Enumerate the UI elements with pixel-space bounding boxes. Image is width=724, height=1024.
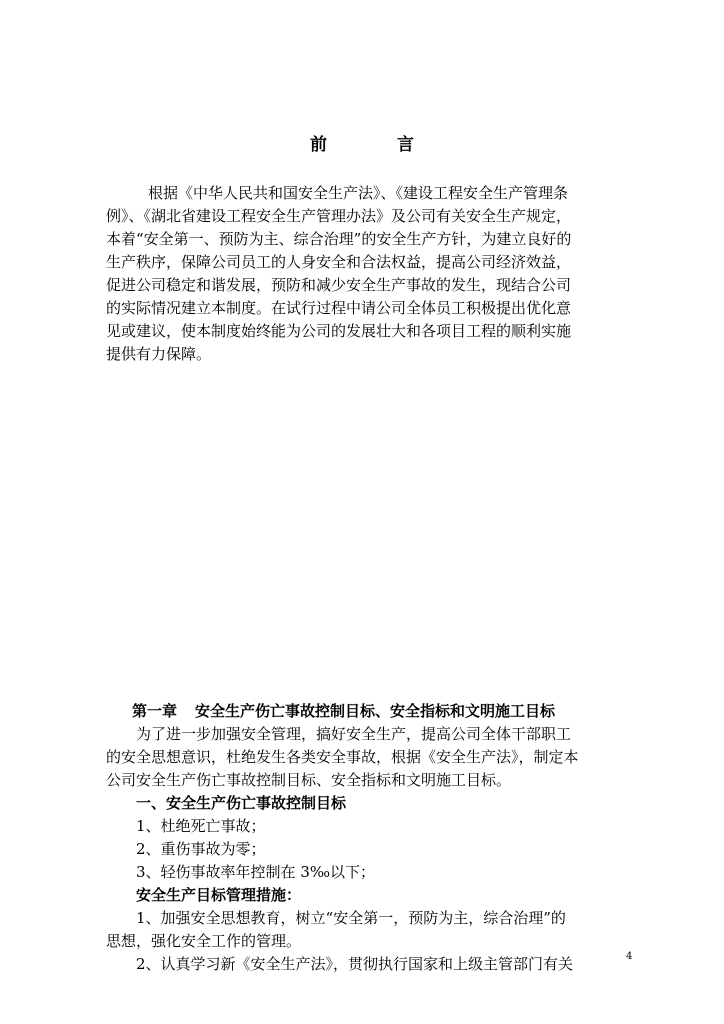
preface-line: 本着“安全第一、预防为主、综合治理”的安全生产方针，为建立良好的 [106, 230, 572, 248]
preface-line: 的实际情况建立本制度。在试行过程中请公司全体员工积极提出优化意 [106, 299, 572, 317]
preface-title-right: 言 [397, 135, 414, 155]
preface-line: 例》、《湖北省建设工程安全生产管理办法》及公司有关安全生产规定， [106, 207, 572, 225]
preface-line: 根据《中华人民共和国安全生产法》、《建设工程安全生产管理条 [148, 184, 569, 202]
chapter-intro-line: 的安全思想意识，杜绝发生各类安全事故，根据《安全生产法》，制定本 [106, 748, 579, 766]
measures-heading: 安全生产目标管理措施： [136, 886, 302, 904]
chapter-heading [106, 700, 634, 723]
measure-line: 思想，强化安全工作的管理。 [106, 932, 302, 950]
measure-line: 1、加强安全思想教育，树立“安全第一，预防为主，综合治理”的 [136, 909, 566, 927]
goal-item: 3、轻伤事故率年控制在 3‰以下； [136, 863, 375, 881]
chapter-title-text: 安全生产伤亡事故控制目标、安全指标和文明施工目标 [195, 702, 556, 720]
chapter-intro-line: 为了进一步加强安全管理，搞好安全生产，提高公司全体干部职工 [136, 725, 572, 743]
chapter-intro-line: 公司安全生产伤亡事故控制目标、安全指标和文明施工目标。 [106, 771, 512, 789]
chapter-label: 第一章 [132, 702, 178, 720]
measure-line: 2、认真学习新《安全生产法》，贯彻执行国家和上级主管部门有关 [136, 955, 574, 973]
preface-line: 见或建议，使本制度始终能为公司的发展壮大和各项目工程的顺利实施 [106, 322, 572, 340]
goal-item: 1、杜绝死亡事故； [136, 817, 266, 835]
chapter-one [106, 700, 634, 976]
preface-body [106, 182, 634, 366]
preface-line: 促进公司稳定和谐发展，预防和减少安全生产事故的发生，现结合公司 [106, 276, 572, 294]
section-heading: 一、安全生产伤亡事故控制目标 [136, 794, 347, 812]
preface-line: 生产秩序，保障公司员工的人身安全和合法权益，提高公司经济效益， [106, 253, 572, 271]
preface-title [0, 130, 724, 155]
goal-item: 2、重伤事故为零； [136, 840, 266, 858]
page-number: 4 [626, 951, 633, 962]
preface-title-left: 前 [310, 135, 327, 155]
preface-line: 提供有力保障。 [106, 345, 212, 363]
